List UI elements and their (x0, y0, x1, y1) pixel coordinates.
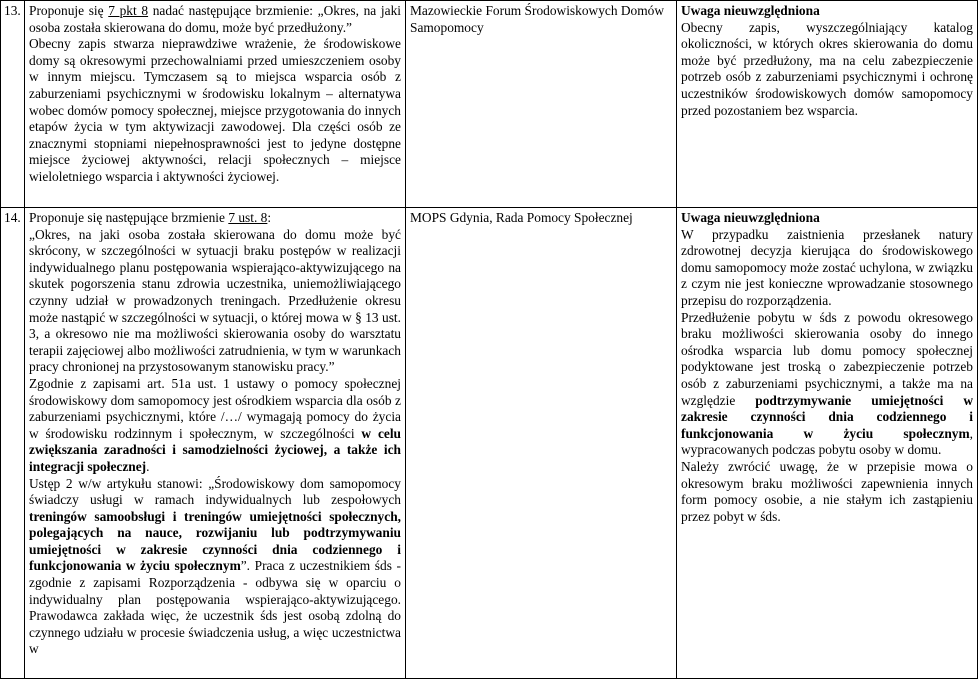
response-text: Obecny zapis, wyszczególniający katalog okoliczności, w których okres skierowania do domu może być przedłużony, ma na celu zabezpieczenie potrzeb osób z zaburzeniami psychicznymi i ochronę uczestników środowiskowych domów samopomocy przed pozostaniem bez wsparcia. (681, 19, 973, 118)
response-text-3: Należy zwrócić uwagę, że w przepisie mowa o okresowym braku możliwości zapewnienia innych form pomocy osobie, a nie stałym ich zastąpieniu przez pobyt w śds. (681, 458, 973, 524)
source-cell: MOPS Gdynia, Rada Pomocy Społecznej (406, 208, 677, 679)
proposal-paragraph-2: Zgodnie z zapisami art. 51a ust. 1 ustawy o pomocy społecznej środowiskowy dom samopomocy jest ośrodkiem wsparcia dla osób z zaburzeniami psychicznymi, które /…/ wymagają pomocy do życia w środowisku rodzinnym i społecznym, w szczególności w celu zwiększania zaradności i samodzielności życiowej, a także ich integracji społecznej. (29, 375, 401, 474)
proposal-justification: Obecny zapis stwarza nieprawdziwe wrażenie, że środowiskowe domy są okresowymi przechowalniami przed umieszczeniem osoby w innym miejscu. Tymczasem są to miejsca wsparcia osób z zaburzeniami psychicznymi w środowisku lokalnym – alternatywa wobec domów pomocy społecznej, miejsce przygotowania do innych etapów życia w tym aktywizacji zawodowej. Dla części osób ze znacznymi stopniami niepełnosprawności jest to jedyne dostępne miejsce życiowej aktywności, relacji społecznych – miejsce wieloletniego wsparcia i aktywności życiowej. (29, 36, 401, 184)
response-cell (677, 208, 978, 679)
proposal-quote: „Okres, na jaki osoba została skierowana do domu może być skrócony, w szczególności w sytuacji braku postępów w realizacji indywidualnego planu postępowania wspierająco-aktywizującego na skutek pogorszenia stanu zdrowia uczestnika, uniemożliwiającego czynny udział w prowadzonych treningach. Przedłużenie okresu może nastąpić w szczególności w sytuacji, o której mowa w § 13 ust. 3, a okresowo nie ma możliwości skierowania osoby do warsztatu terapii zajęciowej albo możliwości zatrudnienia, w tym w warunkach pracy chronionej na przystosowanym stanowisku pracy.” (29, 226, 401, 375)
proposal-paragraph-3: Ustęp 2 w/w artykułu stanowi: „Środowiskowy dom samopomocy świadczy usługi w ramach indywidualnych lub zespołowych treningów samoobsługi i treningów umiejętności społecznych, polegających na nauce, rozwijaniu lub podtrzymywaniu umiejętności w zakresie czynności dnia codziennego i funkcjonowania w życiu społecznym”. Praca z uczestnikiem śds - zgodnie z zapisami Rozporządzenia - odbywa się w oparciu o indywidualny plan postępowania wspierająco-aktywizującego. Prawodawca zakłada więc, że uczestnik śds jest osobą zdolną do czynnego udziału w procesie świadczenia usług, a więc uczestnictwa w (29, 475, 401, 657)
response-text-2: Przedłużenie pobytu w śds z powodu okresowego braku możliwości skierowania osoby do innego ośrodka wsparcia lub domu pomocy społecznej podyktowane jest troską o zabezpieczenie potrzeb osób z zaburzeniami psychicznymi, a także ma na względzie podtrzymywanie umiejętności w zakresie czynności dnia codziennego i funkcjonowania w życiu społecznym, wypracowanych podczas pobytu osoby w domu. (681, 309, 974, 458)
proposal-text: Proponuje się 7 pkt 8 nadać następujące brzmienie: „Okres, na jaki osoba została skierowana do domu, może być przedłużony.” (29, 3, 401, 35)
proposal-cell (25, 208, 406, 679)
row-number: 14. (1, 208, 25, 679)
table-row (1, 208, 978, 679)
response-heading: Uwaga nieuwzględniona (681, 210, 820, 225)
row-number: 13. (1, 1, 25, 208)
response-heading: Uwaga nieuwzględniona (681, 3, 820, 18)
proposal-intro: Proponuje się następujące brzmienie 7 ust. 8: (29, 210, 272, 225)
table-row (1, 1, 978, 208)
source-cell: Mazowieckie Forum Środowiskowych Domów Samopomocy (406, 1, 677, 208)
response-text-1: W przypadku zaistnienia przesłanek natury zdrowotnej decyzja kierująca do środowiskowego domu samopomocy może zostać uchylona, w związku z czym nie jest konieczne wprowadzanie stosownego przepisu do rozporządzenia. (681, 226, 973, 308)
response-cell (677, 1, 978, 208)
proposal-cell (25, 1, 406, 208)
